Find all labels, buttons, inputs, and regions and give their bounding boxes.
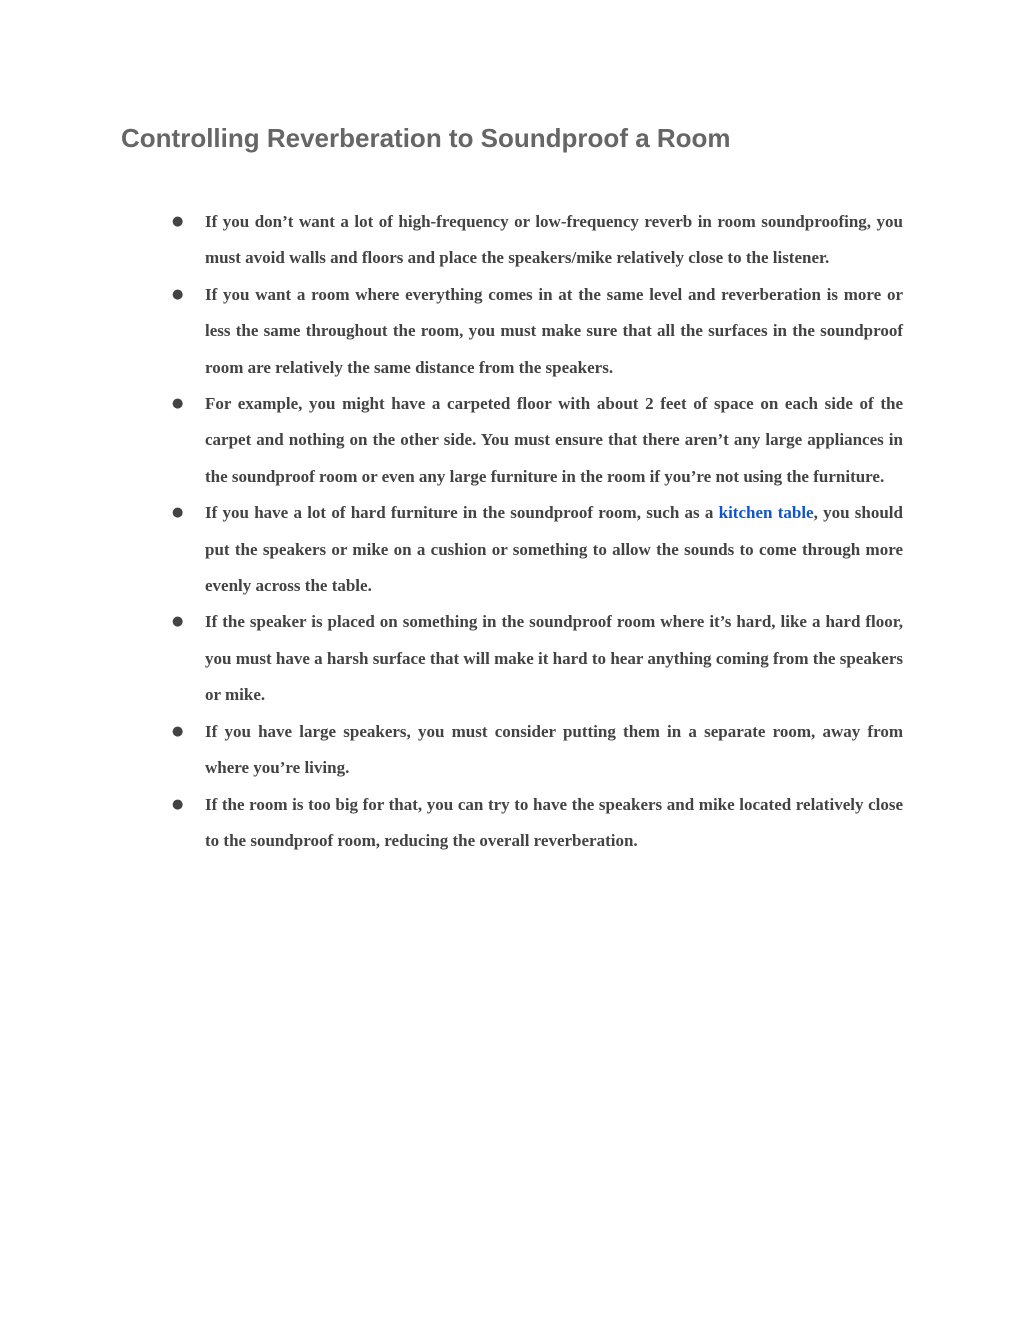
bullet-icon: ● <box>172 614 184 630</box>
list-item-text: For example, you might have a carpeted floor with about 2 feet of space on each side of the carpet and nothing on the other side. You must ensure that there aren’t any large appliances in the soundproof room or even any large furniture in the room if you’re not using the furniture. <box>205 394 903 486</box>
list-item-text: If the speaker is placed on something in the soundproof room where it’s hard, like a hard floor, you must have a harsh surface that will make it hard to hear anything coming from the speakers or mike. <box>205 612 903 705</box>
list-item <box>172 495 903 604</box>
bullet-list <box>172 204 903 859</box>
bullet-icon: ● <box>172 214 184 229</box>
list-item <box>172 386 903 495</box>
list-item-text-before-link: If you have a lot of hard furniture in the soundproof room, such as a <box>205 503 719 523</box>
list-item <box>172 277 903 386</box>
bullet-icon: ● <box>172 396 184 412</box>
list-item <box>172 604 903 713</box>
bullet-icon: ● <box>172 505 184 521</box>
list-item-text-after-link: , you should put the speakers or mike on a cushion or something to allow the sounds to come through more evenly across the table. <box>205 503 903 596</box>
list-item <box>172 787 903 860</box>
list-item <box>172 714 903 787</box>
list-item-text: If the room is too big for that, you can try to have the speakers and mike located relatively close to the soundproof room, reducing the overall reverberation. <box>205 794 903 850</box>
list-item-text: If you don’t want a lot of high-frequency or low-frequency reverb in room soundproofing, you must avoid walls and floors and place the speakers/mike relatively close to the listener. <box>205 212 903 268</box>
list-item-text: If you want a room where everything comes in at the same level and reverberation is more or less the same throughout the room, you must make sure that all the surfaces in the soundproof room are relatively the same distance from the speakers. <box>205 284 903 377</box>
list-item-text: If you have large speakers, you must consider putting them in a separate room, away from where you’re living. <box>205 721 903 778</box>
bullet-icon: ● <box>172 723 184 739</box>
bullet-icon: ● <box>172 286 184 302</box>
kitchen-table-link[interactable]: kitchen table <box>718 503 814 523</box>
bullet-icon: ● <box>172 796 184 812</box>
list-item <box>172 204 903 277</box>
page-title: Controlling Reverberation to Soundproof a Room <box>121 123 731 153</box>
